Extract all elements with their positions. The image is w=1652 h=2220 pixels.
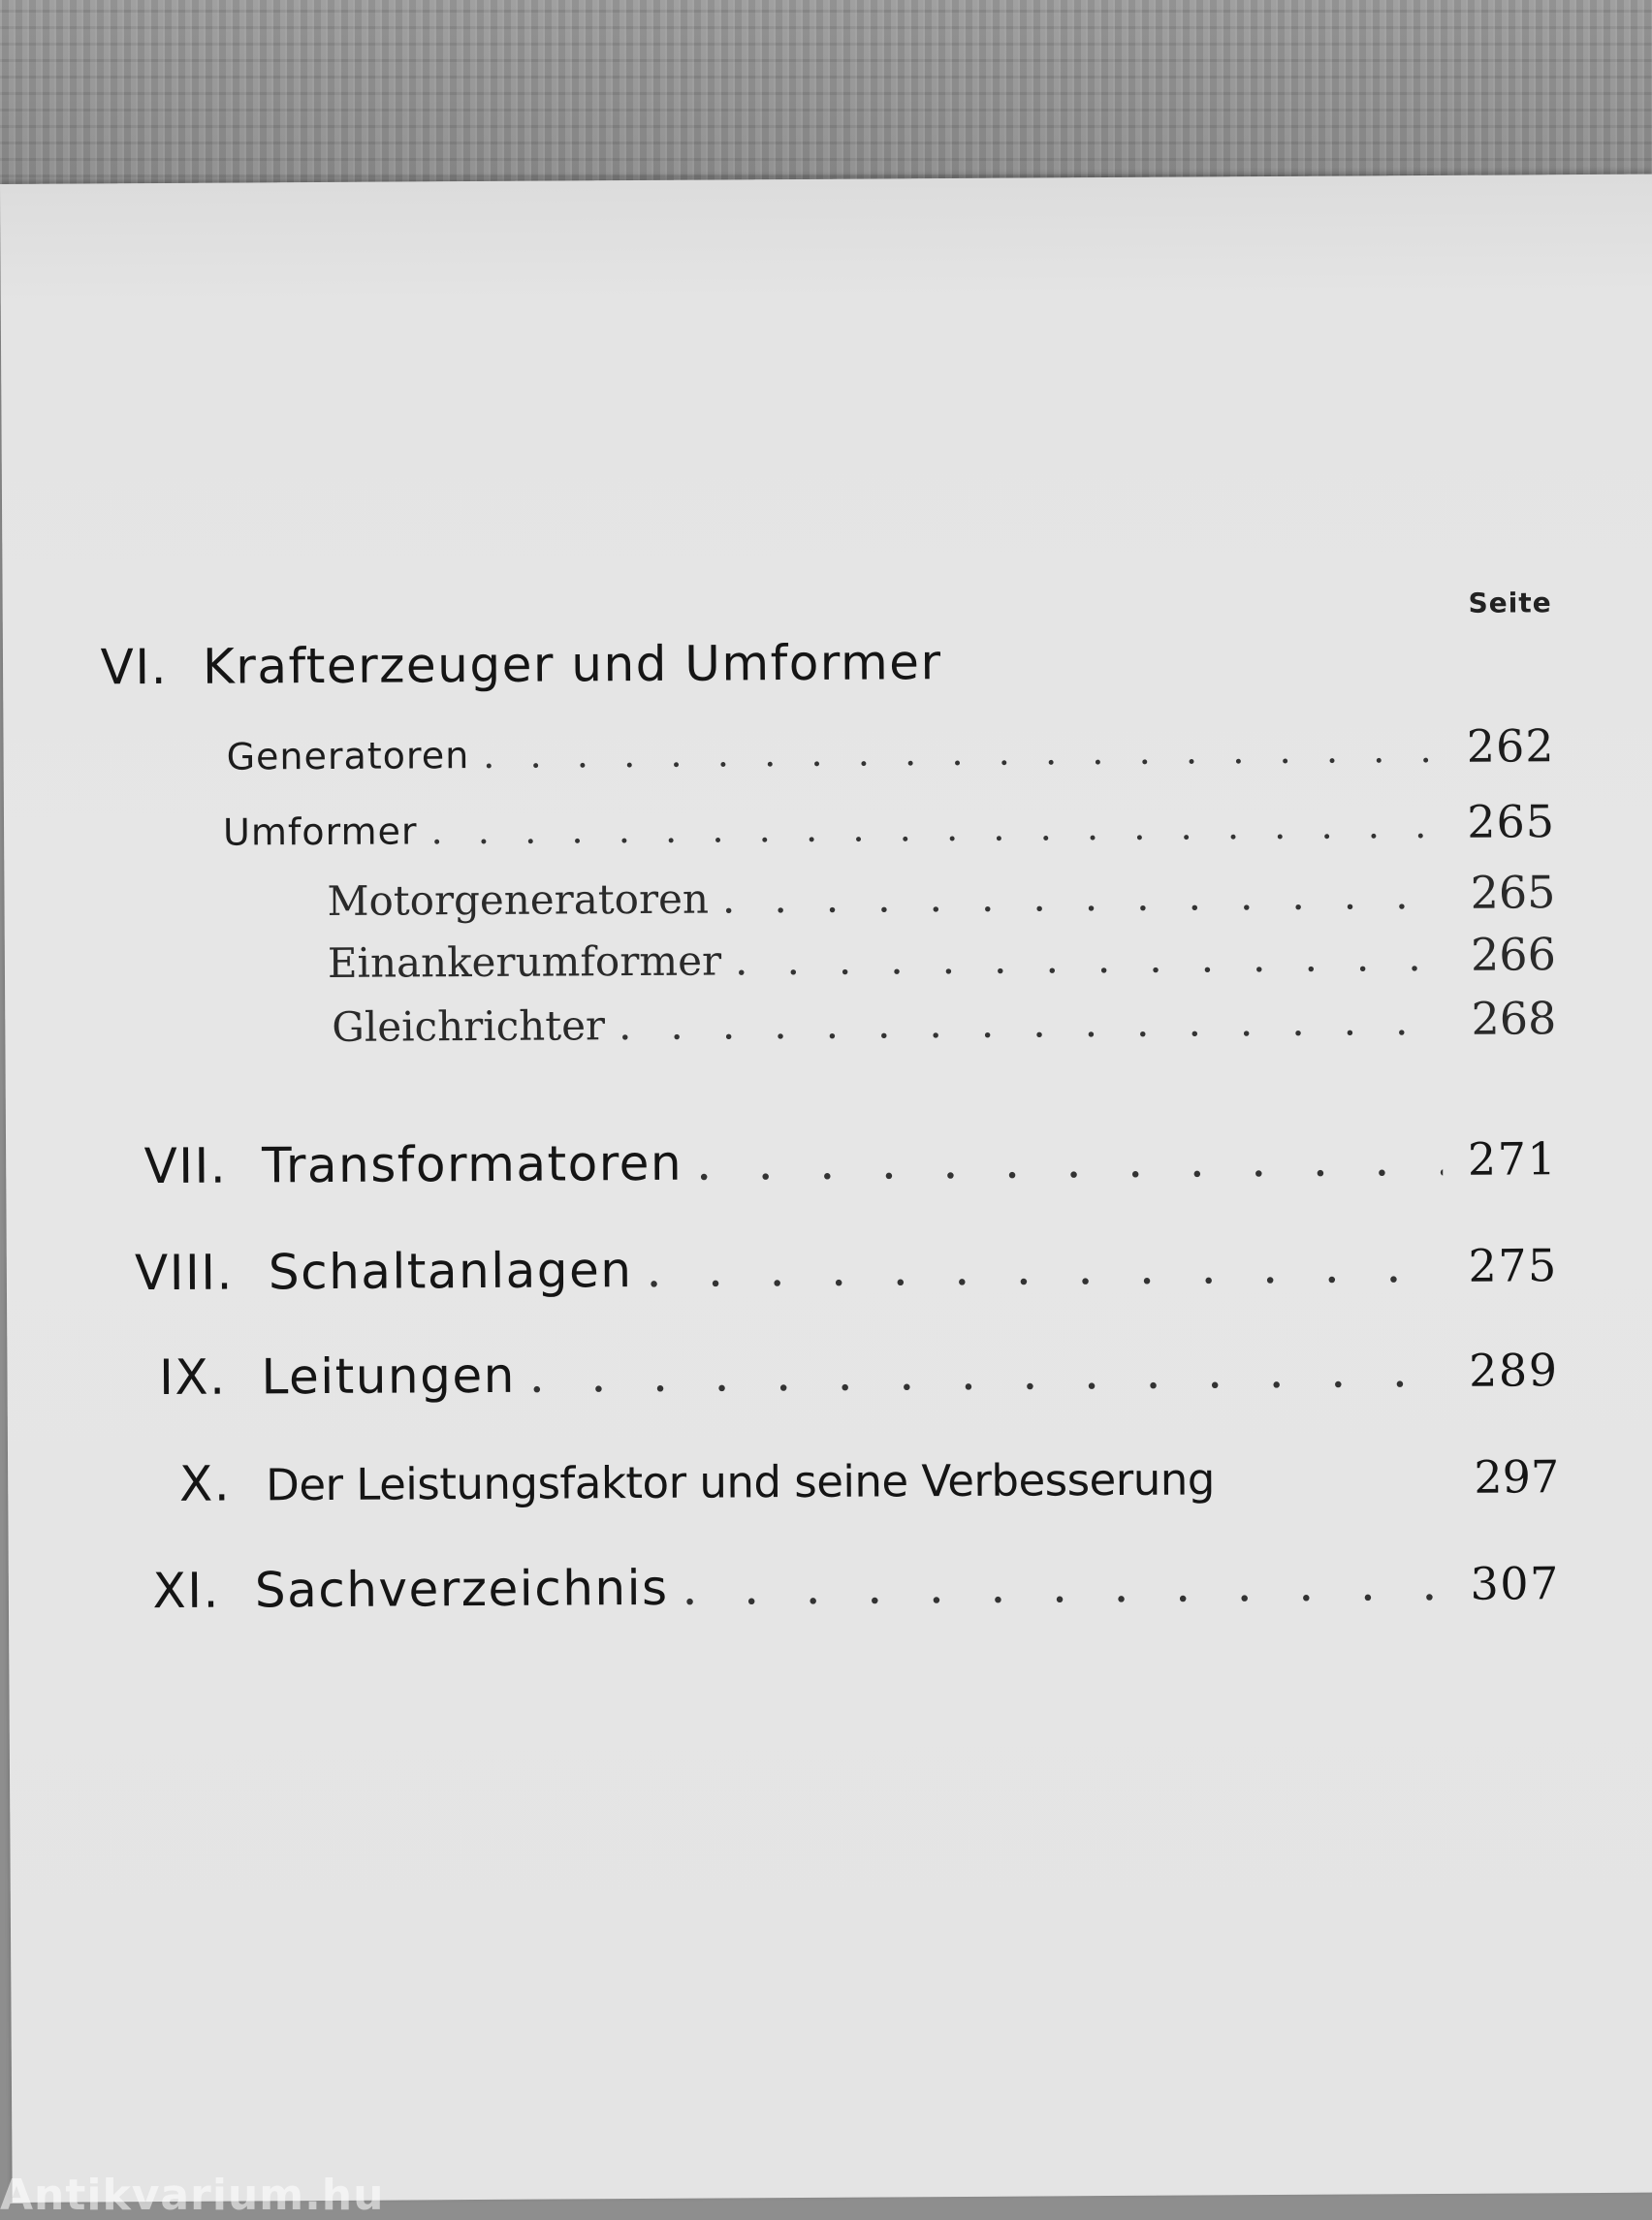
chapter-title: Sachverzeichnis [254,1559,669,1619]
entry-title: Umformer [222,809,418,854]
entry-title: Motorgeneratoren [327,874,710,925]
chapter-page-number: 289 [1469,1344,1559,1397]
chapter-vii-entry [6,1129,1557,1195]
entry-page-number: 266 [1470,928,1557,981]
entry-title: Gleichrichter [332,1001,606,1051]
chapter-page-number: 275 [1468,1239,1559,1292]
watermark: Antikvarium.hu [0,2171,385,2220]
chapter-page-number: 271 [1467,1132,1558,1186]
chapter-page-number: 307 [1470,1557,1561,1610]
entry-page-number: 268 [1471,992,1557,1045]
chapter-x-entry [8,1447,1559,1513]
chapter-title: Leitungen [261,1347,517,1406]
dot-leader [735,933,1446,984]
chapter-title: Der Leistungsfaktor und seine Verbesserung [266,1453,1216,1511]
book-page [0,174,1652,2203]
entry-page-number: 265 [1470,866,1556,919]
page-column-label: Seite [1468,587,1552,619]
toc-subentry [328,928,1556,988]
dot-leader [619,997,1446,1049]
wooden-background [0,0,1652,194]
dot-leader [483,728,1442,777]
chapter-viii-entry [7,1236,1558,1302]
entry-title: Einankerumformer [327,936,722,987]
entry-page-number: 265 [1467,795,1556,848]
entry-title: Generatoren [226,734,470,778]
dot-leader [529,1342,1445,1404]
chapter-title: Transformatoren [262,1134,683,1194]
dot-leader [682,1555,1445,1616]
toc-subentry [332,992,1556,1052]
chapter-ix-entry [7,1341,1558,1407]
dot-leader [646,1237,1443,1298]
chapter-number: VIII. [134,1244,235,1302]
chapter-number: XI. [152,1562,221,1620]
toc-subentry [327,866,1555,926]
chapter-vi-heading [3,630,1554,696]
chapter-title: Krafterzeuger und Umformer [202,634,942,695]
dot-leader [722,871,1446,923]
toc-entry [226,719,1554,779]
chapter-page-number: 297 [1474,1450,1560,1504]
chapter-number: X. [178,1455,232,1512]
chapter-title: Schaltanlagen [268,1242,633,1301]
chapter-number: VI. [100,638,169,696]
chapter-number: VII. [143,1137,228,1195]
toc-entry [223,795,1555,855]
entry-page-number: 262 [1466,719,1555,773]
dot-leader [430,804,1442,852]
dot-leader [696,1130,1443,1191]
chapter-number: IX. [158,1348,227,1407]
chapter-xi-entry [9,1554,1560,1620]
